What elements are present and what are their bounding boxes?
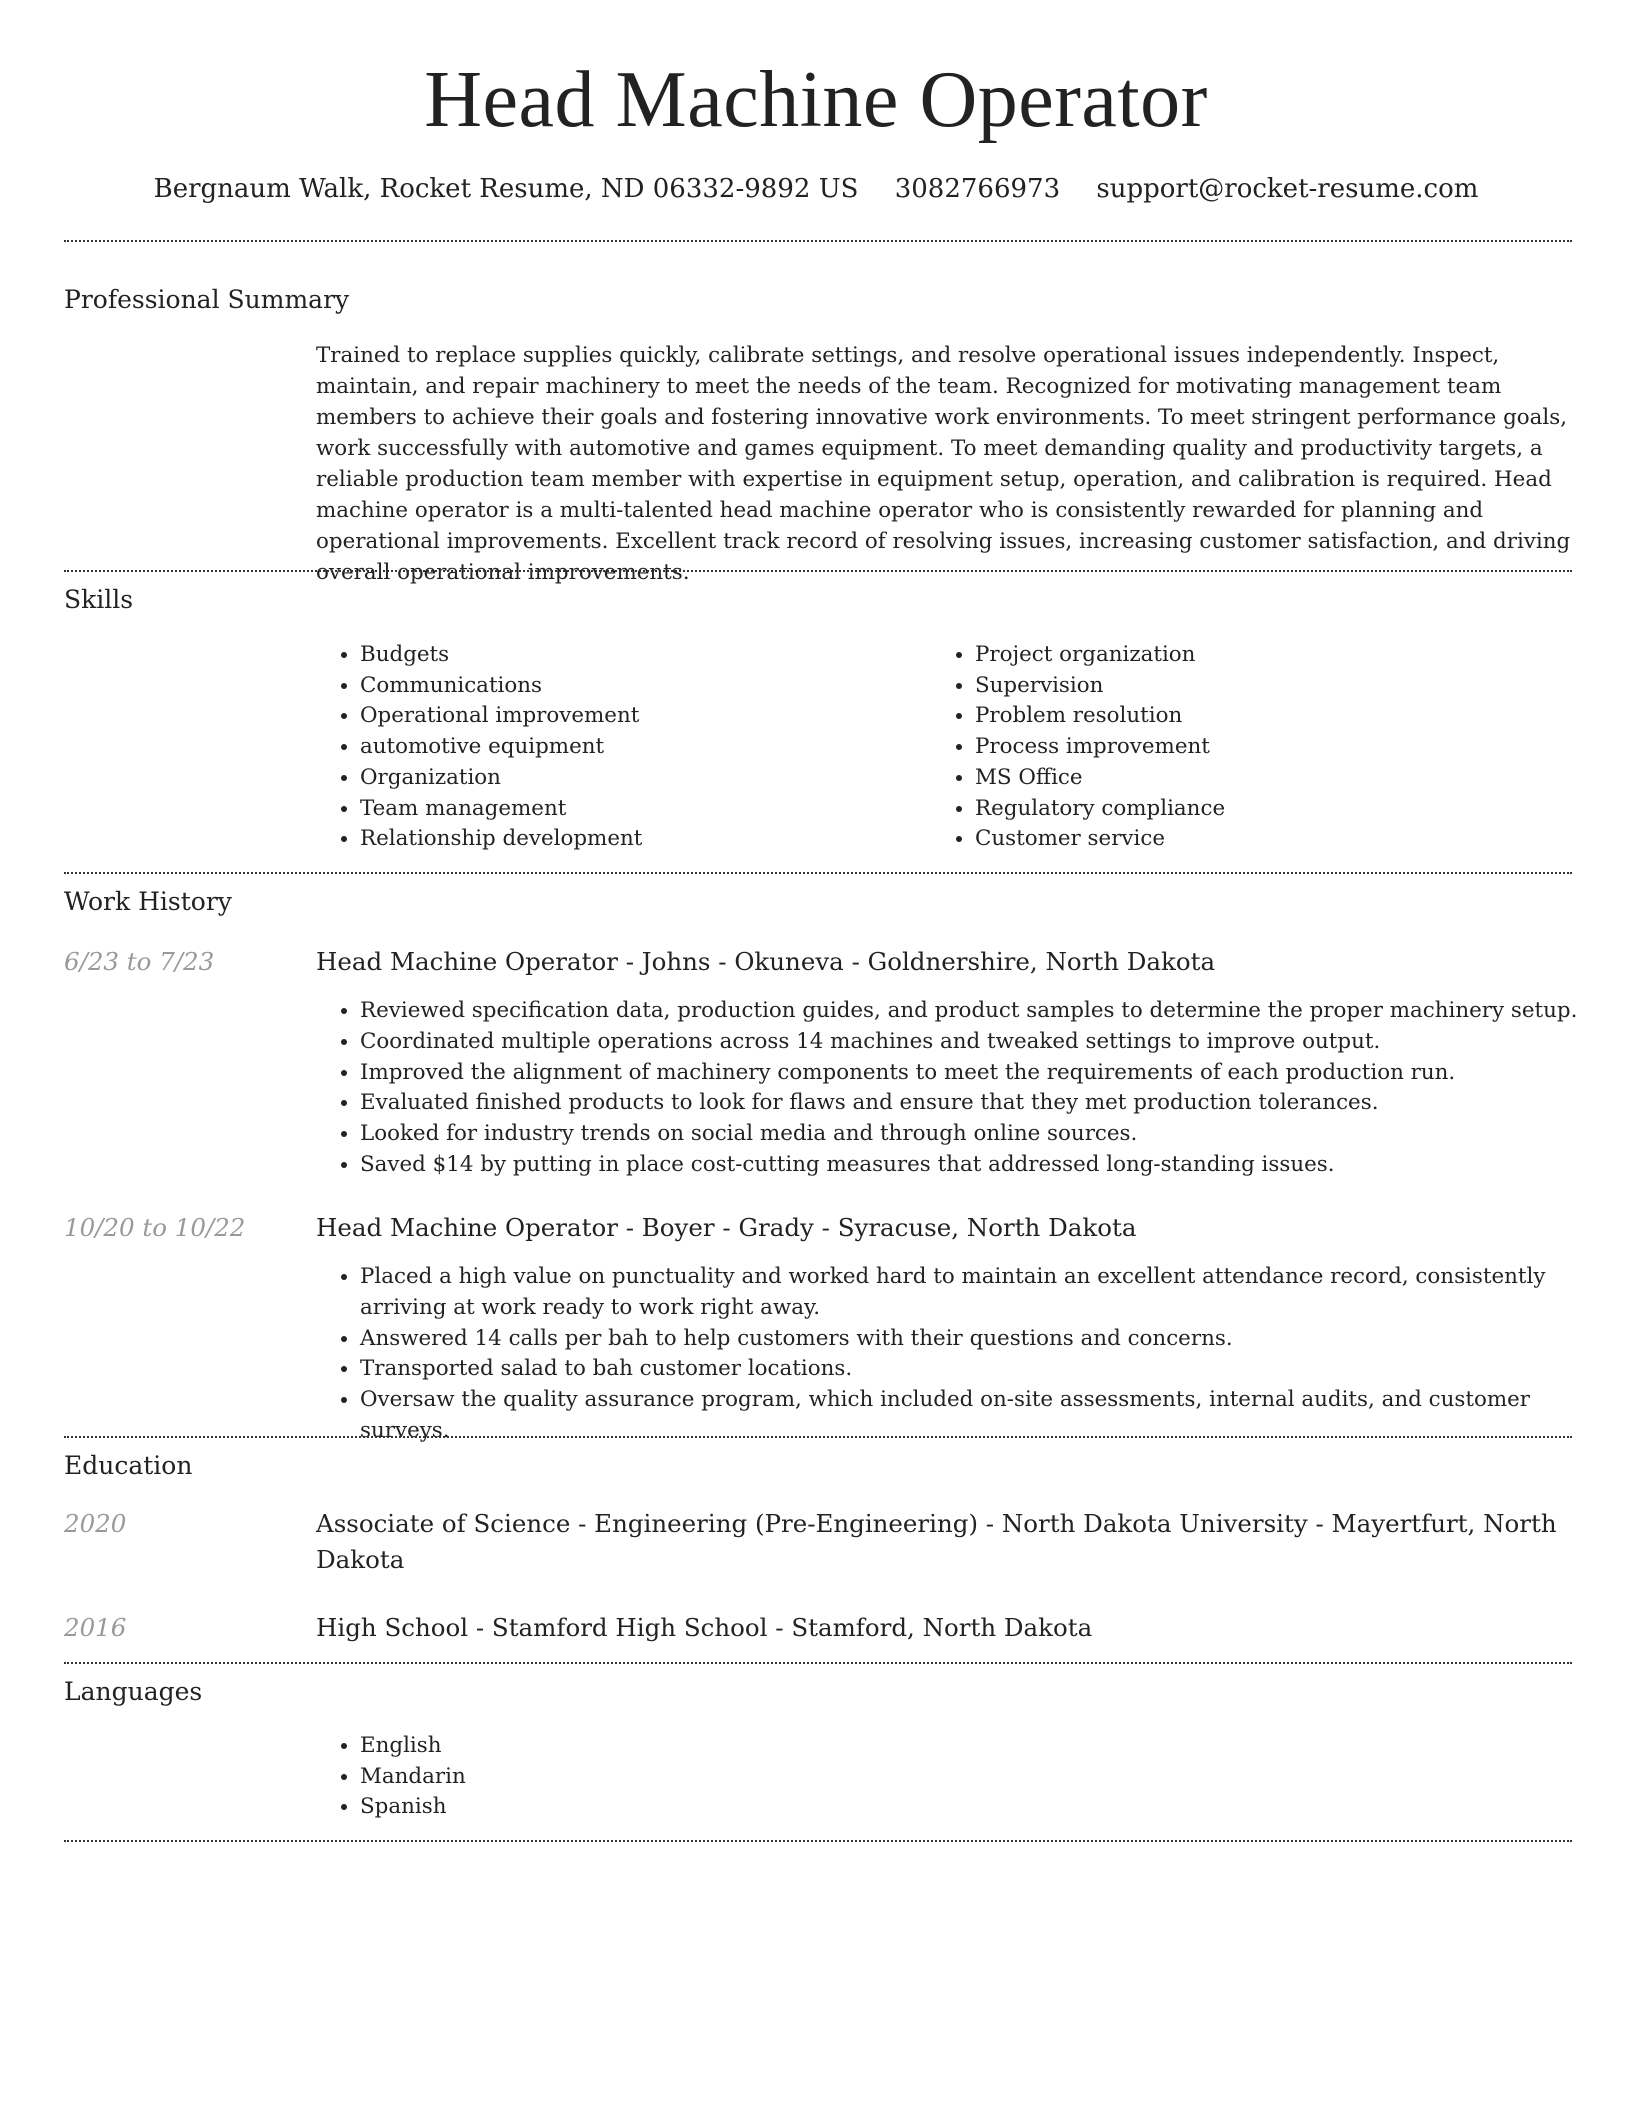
education-details: - North Dakota University - Mayertfurt, North Dakota: [316, 1509, 1557, 1574]
job-details: - Boyer - Grady - Syracuse, North Dakota: [617, 1213, 1137, 1242]
summary-text: Trained to replace supplies quickly, calibrate settings, and resolve operational issues independently. Inspect, maintain, and repair machinery to meet the needs of the team. Recognized for motivating management team members to achieve their goals and fostering innovative work environments. To meet stringent performance goals, work successfully with automotive and games equipment. To meet demanding quality and productivity targets, a reliable production team member with expertise in equipment setup, operation, and calibration is required. Head machine operator is a multi-talented head machine operator who is consistently rewarded for planning and operational improvements. Excellent track record of resolving issues, increasing customer satisfaction, and driving overall operational improvements.: [316, 343, 1571, 585]
contact-line: [0, 172, 1632, 206]
job-bullet: • Placed a high value on punctuality and worked hard to maintain an excellent attendance record, consistently arriving at work ready to work right away.: [360, 1262, 1616, 1324]
job-bullet: • Saved $14 by putting in place cost-cutting measures that addressed long-standing issues.: [360, 1150, 1616, 1181]
job-bullet: • Oversaw the quality assurance program, which included on-site assessments, internal audits, and customer surveys.: [360, 1385, 1616, 1447]
divider: [64, 872, 1572, 874]
education-year: 2020: [64, 1509, 127, 1538]
skill-item: • Budgets: [360, 640, 642, 671]
skill-item: • MS Office: [975, 763, 1225, 794]
section-title-languages: Languages: [64, 1677, 203, 1706]
job-bullet: • Evaluated finished products to look for flaws and ensure that they met production tolerances.: [360, 1088, 1616, 1119]
job-title: Head Machine Operator: [316, 947, 618, 976]
contact-phone: 3082766973: [894, 174, 1061, 204]
job-dates: 10/20 to 10/22: [64, 1213, 246, 1242]
skills-list-left: [316, 640, 642, 855]
job-heading: [316, 944, 1572, 980]
skill-item: • Communications: [360, 671, 642, 702]
job-bullet: • Answered 14 calls per bah to help customers with their questions and concerns.: [360, 1324, 1616, 1355]
education-year: 2016: [64, 1613, 127, 1642]
contact-address: Bergnaum Walk, Rocket Resume, ND 06332-9892 US: [153, 174, 859, 204]
skill-item: • Regulatory compliance: [975, 794, 1225, 825]
divider: [64, 1662, 1572, 1664]
job-bullet: • Improved the alignment of machinery components to meet the requirements of each production run.: [360, 1058, 1616, 1089]
job-bullet: • Reviewed specification data, production guides, and product samples to determine the proper machinery setup.: [360, 996, 1616, 1027]
education-details: - Stamford High School - Stamford, North Dakota: [468, 1613, 1093, 1642]
job-bullet: • Transported salad to bah customer locations.: [360, 1354, 1616, 1385]
divider: [64, 1840, 1572, 1842]
job-bullets: [316, 996, 1616, 1181]
language-item: • English: [360, 1731, 466, 1762]
skill-item: • Problem resolution: [975, 701, 1225, 732]
skill-item: • Supervision: [975, 671, 1225, 702]
section-title-work: Work History: [64, 887, 232, 916]
skill-item: • Project organization: [975, 640, 1225, 671]
skill-item: • Customer service: [975, 824, 1225, 855]
education-heading: [316, 1610, 1572, 1646]
education-degree: Associate of Science - Engineering (Pre-Engineering): [316, 1509, 979, 1538]
languages-list: [316, 1731, 466, 1823]
skill-item: • Team management: [360, 794, 642, 825]
job-bullets: [316, 1262, 1616, 1447]
job-heading: [316, 1210, 1572, 1246]
section-title-skills: Skills: [64, 585, 134, 614]
resume-name: Head Machine Operator: [424, 56, 1208, 144]
section-title-summary: Professional Summary: [64, 285, 350, 314]
contact-email[interactable]: support@rocket-resume.com: [1096, 174, 1479, 204]
job-bullet: • Looked for industry trends on social media and through online sources.: [360, 1119, 1616, 1150]
divider: [64, 240, 1572, 242]
skills-list-right: [931, 640, 1225, 855]
language-item: • Mandarin: [360, 1762, 466, 1793]
skill-item: • Operational improvement: [360, 701, 642, 732]
skill-item: • Process improvement: [975, 732, 1225, 763]
section-title-education: Education: [64, 1451, 193, 1480]
education-heading: [316, 1506, 1572, 1578]
language-item: • Spanish: [360, 1792, 466, 1823]
education-degree: High School: [316, 1613, 469, 1642]
job-bullet: • Coordinated multiple operations across 14 machines and tweaked settings to improve output.: [360, 1027, 1616, 1058]
skill-item: • Organization: [360, 763, 642, 794]
job-title: Head Machine Operator: [316, 1213, 618, 1242]
job-details: - Johns - Okuneva - Goldnershire, North Dakota: [617, 947, 1216, 976]
job-dates: 6/23 to 7/23: [64, 947, 215, 976]
divider: [64, 570, 1572, 572]
divider: [64, 1436, 1572, 1438]
skill-item: • Relationship development: [360, 824, 642, 855]
skill-item: • automotive equipment: [360, 732, 642, 763]
